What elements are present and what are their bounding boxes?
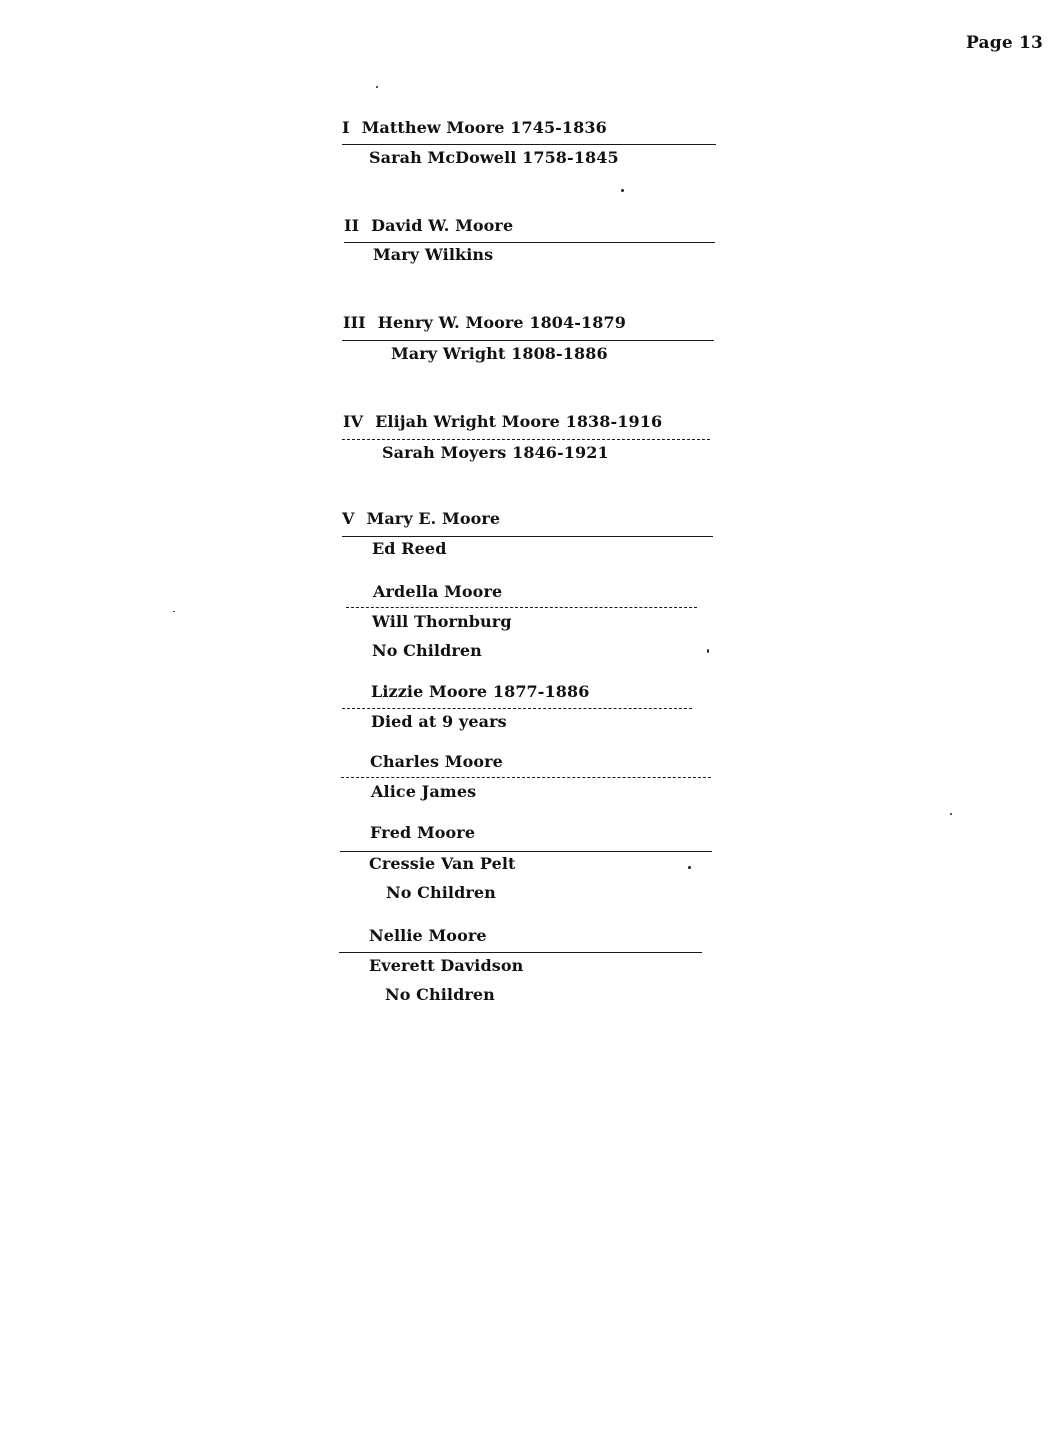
person-name-text: Mary E. Moore: [366, 509, 501, 528]
spouse-name: Mary Wright 1808-1886: [391, 344, 608, 363]
person-name-text: David W. Moore: [371, 216, 514, 235]
scan-speck: [173, 611, 175, 612]
generation-numeral: II: [344, 216, 360, 235]
child-note: No Children: [385, 985, 495, 1004]
child-name: Nellie Moore: [369, 926, 487, 945]
generation-numeral: I: [342, 118, 350, 137]
person-name: [344, 216, 513, 236]
spouse-name: Died at 9 years: [371, 712, 507, 731]
scan-speck: [376, 86, 378, 88]
person-name: [342, 509, 500, 529]
spouse-name: Ed Reed: [372, 539, 447, 558]
generation-numeral: III: [343, 313, 366, 332]
spouse-name: Alice James: [371, 782, 477, 801]
scan-speck: [707, 649, 709, 653]
marriage-line: [342, 708, 692, 709]
spouse-name: Mary Wilkins: [373, 245, 494, 264]
person-name-text: Elijah Wright Moore 1838-1916: [375, 412, 663, 431]
spouse-name: Will Thornburg: [372, 612, 512, 631]
child-name: Fred Moore: [370, 823, 476, 842]
scan-speck: [688, 866, 691, 869]
marriage-line: [342, 536, 713, 537]
child-note: No Children: [372, 641, 482, 660]
child-name: Lizzie Moore 1877-1886: [371, 682, 590, 701]
page-number: Page 13: [966, 33, 1044, 53]
marriage-line: [341, 777, 711, 778]
marriage-line: [344, 242, 715, 243]
marriage-line: [342, 340, 714, 341]
person-name: [343, 313, 626, 333]
child-name: Ardella Moore: [373, 582, 503, 601]
child-name: Charles Moore: [370, 752, 503, 771]
marriage-line: [340, 851, 712, 852]
scan-speck: [621, 189, 624, 192]
generation-numeral: V: [342, 509, 355, 528]
scan-speck: [950, 813, 952, 815]
marriage-line: [342, 439, 710, 440]
marriage-line: [342, 144, 716, 145]
spouse-name: Everett Davidson: [369, 956, 524, 975]
person-name: [343, 412, 662, 432]
spouse-name: Sarah McDowell 1758-1845: [369, 148, 619, 167]
person-name: [342, 118, 607, 138]
person-name-text: Matthew Moore 1745-1836: [361, 118, 607, 137]
spouse-name: Cressie Van Pelt: [369, 854, 516, 873]
marriage-line: [346, 607, 697, 608]
child-note: No Children: [386, 883, 496, 902]
person-name-text: Henry W. Moore 1804-1879: [377, 313, 626, 332]
generation-numeral: IV: [343, 412, 364, 431]
spouse-name: Sarah Moyers 1846-1921: [382, 443, 609, 462]
marriage-line: [339, 952, 702, 953]
